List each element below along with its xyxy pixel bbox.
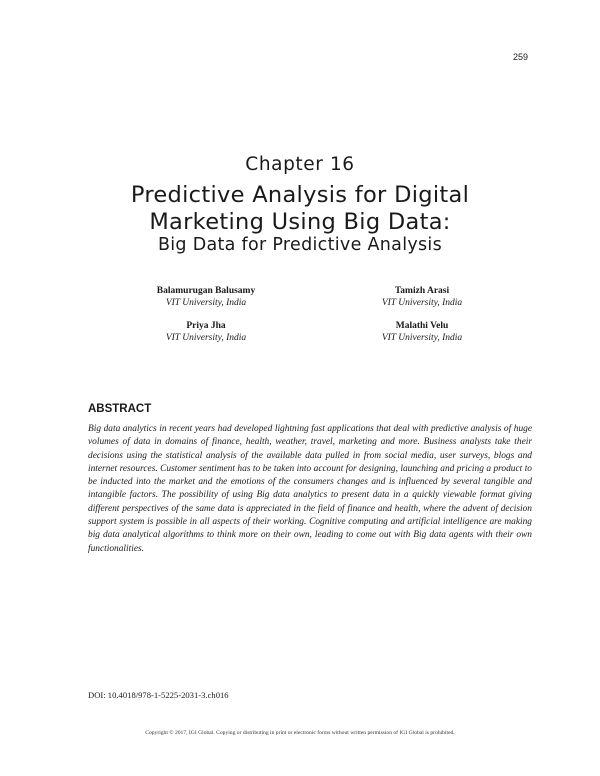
doi-line: DOI: 10.4018/978-1-5225-2031-3.ch016 <box>88 690 229 700</box>
author-name: Malathi Velu <box>395 321 449 331</box>
author-affiliation: VIT University, India <box>381 333 463 343</box>
author-affiliation: VIT University, India <box>381 298 463 308</box>
chapter-subtitle: Big Data for Predictive Analysis <box>157 235 443 255</box>
author-name: Tamizh Arasi <box>394 286 450 296</box>
chapter-title <box>40 182 560 236</box>
author-block <box>302 285 542 310</box>
page-number: 259 <box>512 52 528 62</box>
chapter-label: Chapter 16 <box>245 154 355 175</box>
author-name: Balamurugan Balusamy <box>156 286 256 296</box>
abstract-text: Big data analytics in recent years had developed lightning fast applications that deal with predictive analysis of huge volumes of data in domains of finance, health, weather, travel, marketing and more. Business analysts take their decisions using the statistical analysis of the available data pulled in from social media, user surveys, blogs and internet resources. Customer sentiment has to be taken into account for designing, launching and pricing a product to be inducted into the market and the emotions of the consumers changes and is influenced by several tangible and intangible factors. The possibility of using Big data analytics to present data in a quickly viewable format giving different perspectives of the same data is appreciated in the field of finance and health, where the advent of decision support system is possible in all aspects of their working. Cognitive computing and artificial intelligence are making big data analytical algorithms to think more on their own, leading to come out with Big data agents with their own functionalities. <box>88 424 532 554</box>
chapter-title-line-2: Marketing Using Big Data: <box>149 209 451 235</box>
author-affiliation: VIT University, India <box>165 333 247 343</box>
author-name: Priya Jha <box>186 321 226 331</box>
author-affiliation: VIT University, India <box>165 298 247 308</box>
copyright-notice: Copyright © 2017, IGI Global. Copying or distributing in print or electronic forms without written permission of IGI Global is prohibited. <box>145 730 455 736</box>
abstract-heading: ABSTRACT <box>88 403 152 415</box>
author-block <box>86 320 326 345</box>
author-block <box>86 285 326 310</box>
chapter-title-line-1: Predictive Analysis for Digital <box>130 182 470 208</box>
author-block <box>302 320 542 345</box>
